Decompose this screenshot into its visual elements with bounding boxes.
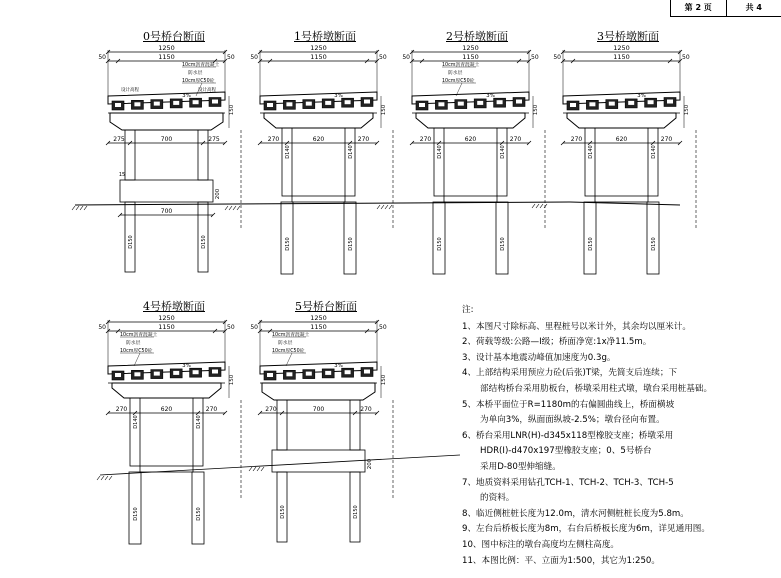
column-left [130, 398, 140, 466]
page-label: 第 2 页 [684, 3, 712, 12]
girder-void [115, 103, 121, 107]
column-right [497, 128, 507, 196]
dim-right-label: 270 [205, 406, 218, 413]
section-title-1: 1号桥墩断面 [294, 30, 356, 43]
pile-diameter-label: D150 [280, 505, 286, 519]
dim-side-left-label: 50 [553, 54, 561, 61]
dim-side-left-label: 50 [250, 324, 258, 331]
dim-side-left-label: 50 [250, 54, 258, 61]
dim-side-right-label: 50 [227, 54, 235, 61]
girder-void [134, 102, 140, 106]
note-line: 3、设计基本地震动峰值加速度为0.3g。 [462, 352, 616, 363]
elev-note-left: 设计高程 [121, 88, 139, 93]
layer-note-asphalt: 10cm沥青混凝土 [120, 333, 158, 338]
girder-void [589, 102, 595, 106]
dim-side-right-label: 50 [531, 54, 539, 61]
ground-hatch [377, 205, 380, 209]
column-left [585, 128, 595, 196]
layer-note-waterproof: 防水层 [126, 341, 141, 346]
ground-hatch [253, 467, 256, 471]
pile-diameter-label: D150 [201, 235, 207, 249]
tie-beam [444, 196, 497, 202]
section-title-3: 3号桥墩断面 [597, 30, 659, 43]
ground-hatch [101, 476, 104, 480]
ground-hatch [540, 204, 543, 208]
girder-void [419, 103, 425, 107]
column-left [434, 128, 444, 196]
cap-beam [264, 113, 373, 128]
rib-plate-right [350, 400, 360, 450]
dim-side-right-label: 50 [227, 324, 235, 331]
elev-note-right: 设计高程 [198, 88, 216, 93]
note-line: 2、荷载等级:公路—Ⅰ级；桥面净宽:1x净11.5m。 [462, 337, 652, 348]
section-pier-1 [250, 44, 393, 274]
girder-void [267, 373, 273, 377]
ground-hatch [233, 206, 236, 210]
dim-total-label: 1250 [158, 44, 175, 52]
column-diameter-label: D140 [437, 145, 443, 159]
dim-mid-label: 620 [312, 136, 325, 143]
section-pier-3 [553, 44, 696, 274]
note-line: 11、本图比例：平、立面为1:500，其它为1:250。 [462, 555, 660, 566]
girder-void [267, 103, 273, 107]
note-line: 9、左台后桥板长度为8m，右台后桥板长度为6m，详见通用图。 [462, 524, 710, 535]
deck-slab [108, 92, 225, 104]
section-abutment-5 [250, 314, 393, 542]
cap-width-label: 700 [160, 208, 173, 215]
girder-void [516, 100, 522, 104]
pile-diameter-label: D150 [133, 507, 139, 521]
section-pier-4 [98, 314, 241, 544]
column-right [193, 398, 203, 466]
girder-void [134, 372, 140, 376]
layer-note-waterproof: 防水层 [448, 71, 463, 76]
dim-right-label: 275 [208, 136, 220, 143]
section-abutment-0 [98, 44, 241, 272]
section-pier-2 [402, 44, 545, 274]
tie-beam [595, 196, 648, 202]
girder-void [458, 102, 464, 106]
ground-hatch [109, 476, 112, 480]
deck-slab [260, 362, 377, 374]
column-diameter-label: D140 [196, 415, 202, 429]
note-line: 1、本图尺寸除标高、里程桩号以米计外，其余均以厘米计。 [462, 321, 691, 332]
layer-note-concrete: 10cm厚C50砼 [120, 349, 153, 354]
girder-void [364, 370, 370, 374]
layer-note-waterproof: 防水层 [278, 341, 293, 346]
dim-side-left-label: 50 [402, 54, 410, 61]
note-line: 采用D-80型伸缩缝。 [480, 461, 561, 472]
cap-beam [262, 383, 375, 400]
pile-diameter-label: D150 [128, 235, 134, 249]
notes-heading: 注: [462, 305, 474, 315]
girder-void [154, 102, 160, 106]
dim-total-label: 1250 [613, 44, 630, 52]
section-title-5: 5号桥台断面 [295, 300, 357, 313]
slope-label: 3% [637, 93, 646, 99]
dim-deck-label: 1150 [462, 53, 479, 61]
dim-left-label: 270 [267, 136, 280, 143]
ground-hatch [544, 204, 547, 208]
girder-void [193, 370, 199, 374]
girder-void [115, 373, 121, 377]
girder-void [173, 101, 179, 105]
deck-slab [260, 92, 377, 104]
pile-diameter-label: D150 [500, 237, 506, 251]
ground-hatch [72, 206, 75, 210]
cap-beam [112, 383, 221, 398]
girder-void [497, 100, 503, 104]
column-diameter-label: D140 [133, 415, 139, 429]
section-title-2: 2号桥墩断面 [446, 30, 508, 43]
pile-diameter-label: D150 [285, 237, 291, 251]
girder-void [667, 100, 673, 104]
girder-void [628, 101, 634, 105]
dim-side-right-label: 50 [379, 54, 387, 61]
ground-hatch [261, 467, 264, 471]
girder-void [212, 370, 218, 374]
layer-note-waterproof: 防水层 [188, 71, 203, 76]
dim-total-label: 1250 [462, 44, 479, 52]
cap-beam [110, 113, 223, 130]
pile-cap [120, 180, 213, 202]
leader [286, 353, 292, 366]
ground-hatch [97, 476, 100, 480]
pile-diameter-label: D150 [651, 237, 657, 251]
height-label: 150 [229, 104, 235, 116]
cap-beam [567, 113, 676, 128]
girder-void [286, 372, 292, 376]
dim-side-left-label: 50 [98, 54, 106, 61]
ground-hatch [532, 204, 535, 208]
girder-void [212, 100, 218, 104]
girder-void [173, 371, 179, 375]
slope-label: 3% [334, 363, 343, 369]
dim-mid-label: 620 [464, 136, 477, 143]
layer-note-concrete: 10cm厚C50砼 [442, 79, 475, 84]
dim-side-right-label: 50 [379, 324, 387, 331]
column-diameter-label: D140 [285, 145, 291, 159]
pile-diameter-label: D150 [353, 505, 359, 519]
ground-hatch [385, 205, 388, 209]
column-diameter-label: D140 [651, 145, 657, 159]
dim-right-label: 270 [509, 136, 522, 143]
slope-label: 3% [334, 93, 343, 99]
height-label: 150 [684, 104, 690, 116]
dim-left-label: 270 [115, 406, 128, 413]
tie-beam [292, 196, 345, 202]
dim-deck-label: 1150 [158, 53, 175, 61]
slope-label: 3% [182, 363, 191, 369]
dim-left-label: 275 [113, 136, 125, 143]
girder-void [570, 103, 576, 107]
rib-plate-left [277, 400, 287, 450]
leader [134, 353, 140, 366]
dim-mid-label: 620 [615, 136, 628, 143]
note-line: 5、本桥平面位于R=1180m的右偏圆曲线上，桥面横坡 [462, 399, 675, 410]
girder-void [193, 100, 199, 104]
layer-note-concrete: 10cm厚C50砼 [182, 79, 215, 84]
layer-note-asphalt: 10cm沥青混凝土 [442, 63, 480, 68]
pile-diameter-label: D150 [196, 507, 202, 521]
dim-deck-label: 1150 [310, 323, 327, 331]
height-label: 150 [533, 104, 539, 116]
ground-hatch [536, 204, 539, 208]
ground-hatch [237, 206, 240, 210]
dim-mid-label: 620 [160, 406, 173, 413]
girder-void [154, 372, 160, 376]
dim-mid-label: 700 [160, 136, 173, 143]
ground-hatch [84, 206, 87, 210]
slope-label: 3% [486, 93, 495, 99]
girder-void [325, 101, 331, 105]
pile-diameter-label: D150 [437, 237, 443, 251]
ground-hatch [105, 476, 108, 480]
girder-void [477, 101, 483, 105]
ground-hatch [76, 206, 79, 210]
girder-void [325, 371, 331, 375]
girder-void [345, 370, 351, 374]
column-right [648, 128, 658, 196]
girder-void [438, 102, 444, 106]
girder-void [306, 102, 312, 106]
column-diameter-label: D140 [588, 145, 594, 159]
ground-hatch [80, 206, 83, 210]
girder-void [286, 102, 292, 106]
section-title-4: 4号桥墩断面 [143, 300, 205, 313]
cap-beam [416, 113, 525, 128]
cap-height-label: 200 [215, 188, 221, 200]
column-right [345, 128, 355, 196]
total-pages-label: 共 4 [726, 0, 781, 16]
rib-plate-left [125, 130, 135, 180]
dim-right-label: 270 [360, 406, 372, 413]
deck-slab [563, 92, 680, 104]
note-line: 6、桥台采用LNR(H)-d345x118型橡胶支座；桥墩采用 [462, 430, 674, 441]
layer-note-asphalt: 10cm沥青混凝土 [272, 333, 310, 338]
dim-deck-label: 1150 [310, 53, 327, 61]
layer-note-concrete: 10cm厚C50砼 [272, 349, 305, 354]
girder-void [306, 372, 312, 376]
cap-height-label: 200 [367, 458, 373, 470]
dim-side-right-label: 50 [682, 54, 690, 61]
dim-total-label: 1250 [310, 44, 327, 52]
dim-total-label: 1250 [158, 314, 175, 322]
note-line: 8、临近侧桩桩长度为12.0m，清水河侧桩桩长度为5.8m。 [462, 508, 689, 519]
dim-right-label: 270 [357, 136, 370, 143]
dim-right-label: 270 [660, 136, 673, 143]
height-label: 150 [381, 374, 387, 386]
ground-hatch [225, 206, 228, 210]
pile-diameter-label: D150 [588, 237, 594, 251]
column-diameter-label: D140 [500, 145, 506, 159]
ground-hatch [257, 467, 260, 471]
note-line: HDR(I)-d470x197型橡胶支座；0、5号桥台 [480, 446, 652, 457]
ground-hatch [229, 206, 232, 210]
height-label: 150 [229, 374, 235, 386]
height-label: 150 [381, 104, 387, 116]
note-line: 4、上部结构采用预应力砼(后张)T梁，先简支后连续；下 [462, 368, 678, 379]
girder-void [648, 100, 654, 104]
dim-deck-label: 1150 [613, 53, 630, 61]
dim-deck-label: 1150 [158, 323, 175, 331]
note-line: 部结构桥台采用肋板台，桥墩采用柱式墩，墩台采用桩基础。 [480, 383, 713, 394]
ground-hatch [249, 467, 252, 471]
section-title-0: 0号桥台断面 [143, 30, 205, 43]
deck-slab [108, 362, 225, 374]
pile-diameter-label: D150 [348, 237, 354, 251]
rib-plate-right [198, 130, 208, 180]
ground-line [570, 202, 680, 205]
dim-total-label: 1250 [310, 314, 327, 322]
note-line: 7、地质资料采用钻孔TCH-1、TCH-2、TCH-3、TCH-5 [462, 477, 674, 488]
girder-void [364, 100, 370, 104]
column-left [282, 128, 292, 196]
note-line: 为单向3%，纵面面纵坡-2.5%；墩台径向布置。 [480, 415, 665, 426]
column-diameter-label: D140 [348, 145, 354, 159]
dim-left-label: 270 [570, 136, 583, 143]
dim-left-label: 270 [419, 136, 432, 143]
note-line: 10、图中标注的墩台高度均左侧柱高度。 [462, 539, 620, 550]
ground-hatch [381, 205, 384, 209]
dim-side-left-label: 50 [98, 324, 106, 331]
offset-label: 15 [118, 172, 126, 178]
ground-hatch [389, 205, 392, 209]
slope-label: 3% [182, 93, 191, 99]
girder-void [609, 102, 615, 106]
layer-note-asphalt: 10cm沥青混凝土 [182, 63, 220, 68]
note-line: 的资料。 [480, 493, 515, 504]
girder-void [345, 100, 351, 104]
dim-left-label: 270 [265, 406, 277, 413]
dim-mid-label: 700 [312, 406, 325, 413]
design-notes [462, 303, 777, 569]
deck-slab [412, 92, 529, 104]
